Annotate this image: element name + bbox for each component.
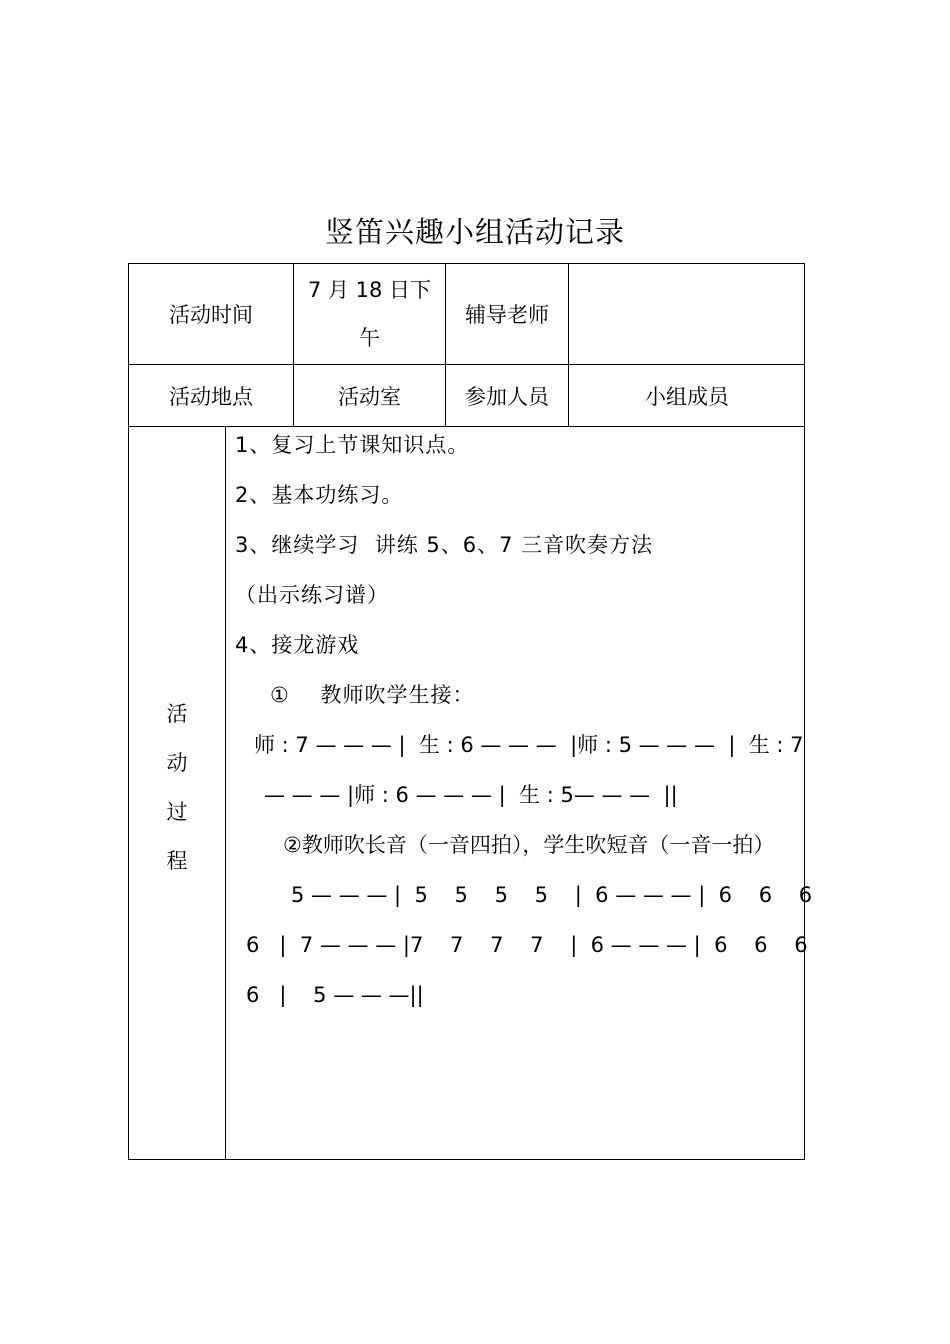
place-value: 活动室 bbox=[338, 384, 401, 409]
notation-line-5: 6 | 5 — — —|| bbox=[246, 983, 424, 1007]
process-label-char: 动 bbox=[166, 751, 188, 775]
process-label-char: 活 bbox=[166, 702, 188, 726]
participants-label: 参加人员 bbox=[465, 384, 549, 409]
place-value-cell bbox=[294, 365, 445, 426]
process-label bbox=[129, 690, 225, 886]
time-value-line-2: 午 bbox=[359, 326, 380, 350]
process-label-char: 程 bbox=[166, 849, 188, 873]
time-label-cell bbox=[129, 264, 293, 364]
notation-line-2: — — — |师 : 6 — — — | 生 : 5— — — || bbox=[264, 783, 678, 807]
process-step-3-note: （出示练习谱） bbox=[235, 583, 389, 607]
participants-label-cell bbox=[446, 365, 568, 426]
table-row-divider-2 bbox=[128, 426, 805, 427]
teacher-label-cell bbox=[446, 264, 568, 364]
table-col-divider-process bbox=[225, 426, 226, 1160]
place-label: 活动地点 bbox=[169, 384, 253, 409]
time-value-cell bbox=[294, 264, 445, 364]
process-step-2: 2、基本功练习。 bbox=[235, 483, 404, 507]
document-title: 竖笛兴趣小组活动记录 bbox=[324, 215, 625, 249]
process-step-4: 4、接龙游戏 bbox=[235, 633, 360, 657]
notation-line-1: 师 : 7 — — — | 生 : 6 — — — |师 : 5 — — — | 生 : 7 bbox=[254, 733, 804, 757]
participants-value-cell bbox=[569, 365, 805, 426]
place-label-cell bbox=[129, 365, 293, 426]
process-label-char: 过 bbox=[166, 800, 188, 824]
participants-value: 小组成员 bbox=[645, 384, 729, 409]
process-step-1: 1、复习上节课知识点。 bbox=[235, 433, 470, 457]
notation-line-4: 6 | 7 — — — |7 7 7 7 | 6 — — — | 6 6 6 bbox=[246, 933, 808, 957]
time-value-line-1: 7 月 18 日下 bbox=[307, 278, 432, 302]
time-label: 活动时间 bbox=[169, 303, 253, 327]
game-part-1-heading: ① 教师吹学生接： bbox=[270, 683, 475, 707]
game-part-2-heading: ②教师吹长音（一音四拍），学生吹短音（一音一拍） bbox=[283, 833, 775, 857]
teacher-label: 辅导老师 bbox=[465, 303, 549, 327]
teacher-value-cell bbox=[569, 264, 805, 364]
notation-line-3: 5 — — — | 5 5 5 5 | 6 — — — | 6 6 6 bbox=[291, 883, 813, 907]
process-step-3: 3、继续学习 讲练 5、6、7 三音吹奏方法 bbox=[235, 533, 654, 557]
